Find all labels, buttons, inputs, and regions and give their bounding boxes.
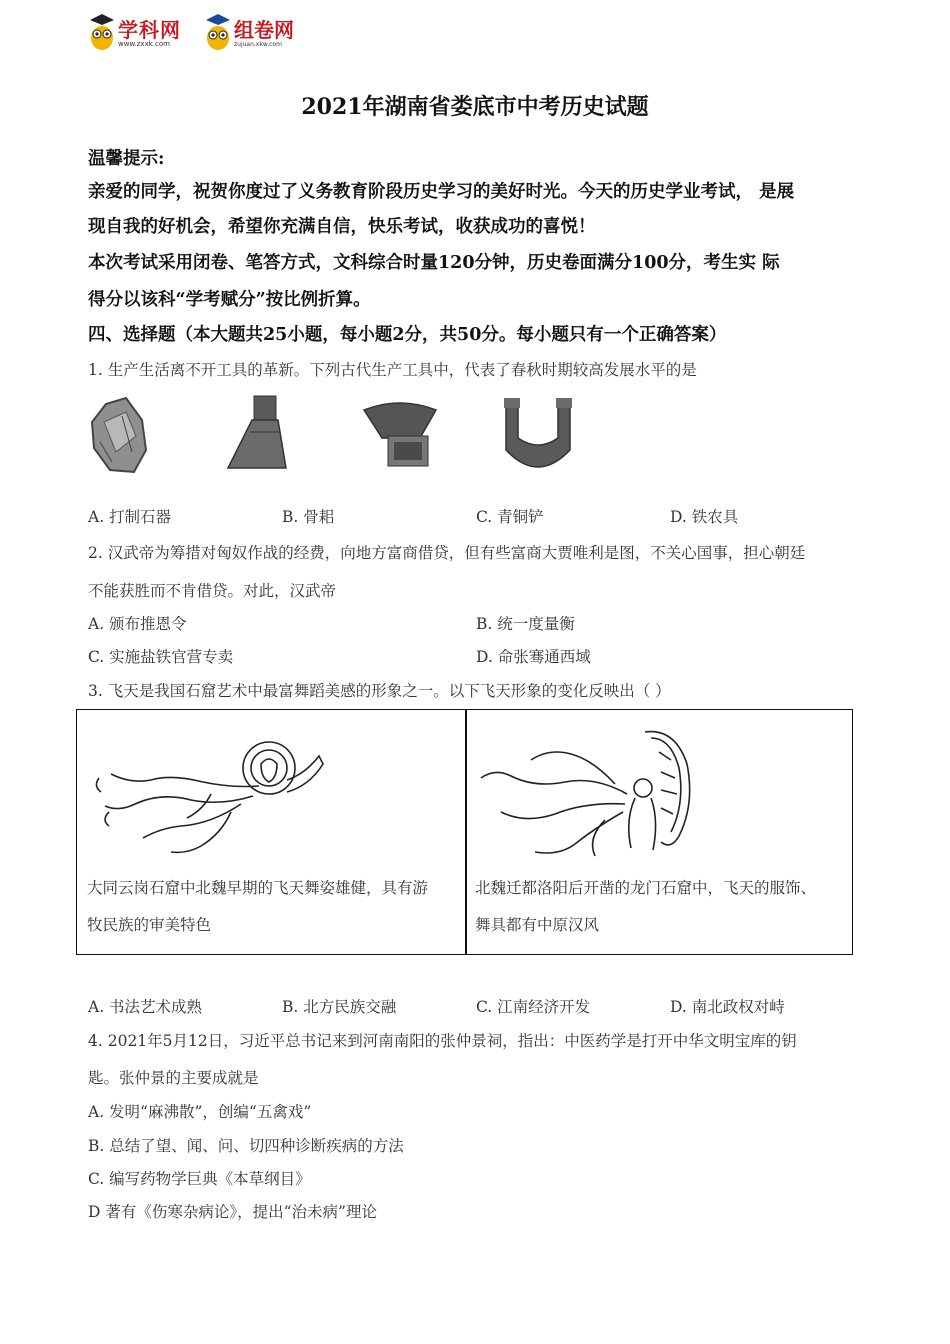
q1-option-b[interactable]: B. 骨耜	[282, 508, 335, 526]
stone-tool-image	[86, 392, 176, 480]
q1-stem: 1. 生产生活离不开工具的革新。下列古代生产工具中，代表了春秋时期较高发展水平的是	[88, 361, 697, 379]
tips-heading: 温馨提示:	[88, 149, 165, 169]
q4-option-b[interactable]: B. 总结了望、闻、问、切四种诊断疾病的方法	[88, 1137, 404, 1155]
owl-mascot-icon	[88, 12, 116, 52]
section-heading: 四、选择题（本大题共25小题，每小题2分，共50分。每小题只有一个正确答案）	[88, 325, 727, 345]
longmen-flying-apsara-image	[475, 724, 705, 864]
zujuan-logo-text: 组卷网	[234, 18, 294, 42]
tips-line-3: 本次考试采用闭卷、笔答方式，文科综合时量120分钟，历史卷面满分100分，考生实 际	[88, 253, 780, 273]
q3-left-caption-2: 牧民族的审美特色	[87, 916, 212, 934]
q4-option-c[interactable]: C. 编写药物学巨典《本草纲目》	[88, 1170, 311, 1188]
q3-option-c[interactable]: C. 江南经济开发	[476, 998, 591, 1016]
bone-spade-image	[222, 392, 312, 480]
q4-stem-1: 4. 2021年5月12日，习近平总书记来到河南南阳的张仲景祠，指出：中医药学是打开中华文明宝库的钥	[88, 1032, 797, 1050]
q3-left-caption-1: 大同云岗石窟中北魏早期的飞天舞姿雄健，具有游	[87, 879, 429, 897]
owl-mascot-2-icon	[204, 12, 232, 52]
q4-option-d[interactable]: D 著有《伤寒杂病论》，提出“治未病”理论	[88, 1203, 377, 1221]
tips-line-2: 现自我的好机会，希望你充满自信，快乐考试，收获成功的喜悦！	[88, 217, 596, 237]
q1-option-d[interactable]: D. 铁农具	[670, 508, 739, 526]
q2-stem-1: 2. 汉武帝为筹措对匈奴作战的经费，向地方富商借贷，但有些富商大贾唯利是图，不关心国事，担心朝廷	[88, 544, 806, 562]
q3-option-b[interactable]: B. 北方民族交融	[282, 998, 397, 1016]
table-divider	[465, 710, 467, 954]
q2-option-c[interactable]: C. 实施盐铁官营专卖	[88, 648, 234, 666]
page-title: 2021年湖南省娄底市中考历史试题	[301, 94, 649, 120]
q3-right-caption-2: 舞具都有中原汉风	[475, 916, 600, 934]
q1-option-a[interactable]: A. 打制石器	[88, 508, 172, 526]
q4-option-a[interactable]: A. 发明“麻沸散”，创编“五禽戏”	[88, 1103, 312, 1121]
q3-right-caption-1: 北魏迁都洛阳后开凿的龙门石窟中，飞天的服饰、	[475, 879, 817, 897]
q2-option-b[interactable]: B. 统一度量衡	[476, 615, 575, 633]
q3-option-d[interactable]: D. 南北政权对峙	[670, 998, 785, 1016]
zujuan-logo-url: zujuan.xkw.com	[234, 41, 282, 48]
xkw-logo-text: 学科网	[118, 18, 181, 42]
q2-option-a[interactable]: A. 颁布推恩令	[88, 615, 187, 633]
header-logos	[88, 10, 318, 56]
q2-stem-2: 不能获胜而不肯借贷。对此，汉武帝	[88, 582, 337, 600]
tips-line-4: 得分以该科“学考赋分”按比例折算。	[88, 290, 371, 310]
bronze-shovel-image	[360, 392, 450, 480]
q2-option-d[interactable]: D. 命张骞通西域	[476, 648, 591, 666]
q3-image-table	[76, 709, 853, 955]
q3-option-a[interactable]: A. 书法艺术成熟	[88, 998, 203, 1016]
q3-stem: 3. 飞天是我国石窟艺术中最富舞蹈美感的形象之一。以下飞天形象的变化反映出（ ）	[88, 682, 671, 700]
q1-option-c[interactable]: C. 青铜铲	[476, 508, 544, 526]
iron-farm-tool-image	[494, 392, 584, 480]
tips-line-1: 亲爱的同学，祝贺你度过了义务教育阶段历史学习的美好时光。今天的历史学业考试， 是展	[88, 182, 795, 202]
yungang-flying-apsara-image	[91, 734, 331, 860]
q4-stem-2: 匙。张仲景的主要成就是	[88, 1069, 259, 1087]
xkw-logo-url: www.zxxk.com	[118, 40, 170, 48]
